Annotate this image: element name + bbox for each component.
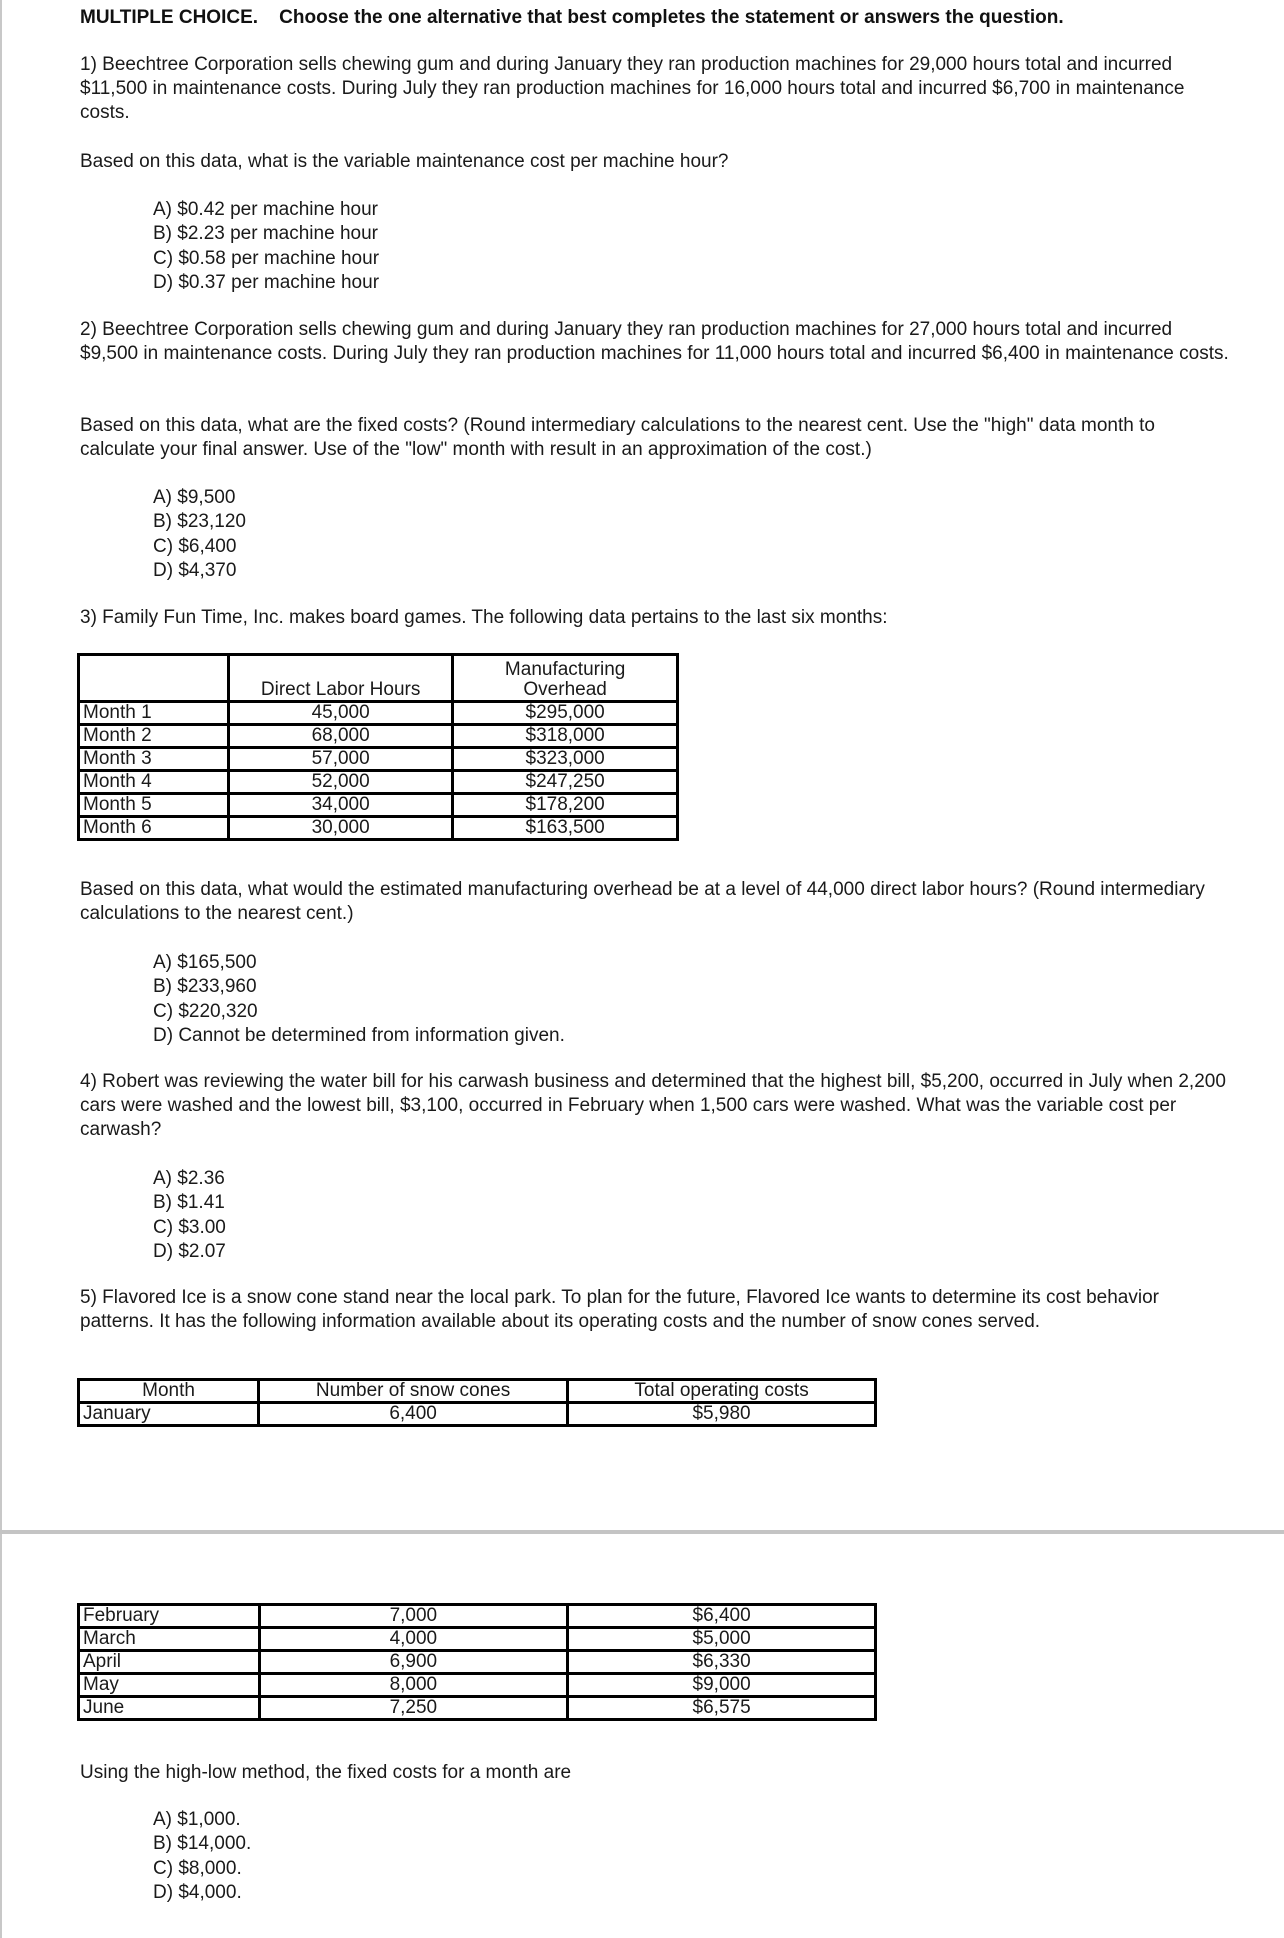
header-blank xyxy=(79,655,229,702)
table-row xyxy=(79,1628,876,1651)
heading-label: MULTIPLE CHOICE. xyxy=(80,7,259,28)
cell-costs: $6,575 xyxy=(568,1697,876,1720)
cell-month: March xyxy=(79,1628,260,1651)
option-c[interactable]: C) $220,320 xyxy=(153,1000,258,1022)
cell-cones: 6,400 xyxy=(259,1403,568,1426)
section-heading xyxy=(80,7,1064,29)
table-row xyxy=(79,817,678,840)
table-row xyxy=(79,1403,876,1426)
cell-cones: 7,000 xyxy=(259,1605,568,1628)
cell-month: Month 1 xyxy=(79,702,229,725)
question-1-options xyxy=(153,198,379,295)
option-c[interactable]: C) $3.00 xyxy=(153,1216,226,1238)
cell-costs: $5,980 xyxy=(568,1403,876,1426)
table-header-row xyxy=(79,655,678,702)
table-row xyxy=(79,771,678,794)
question-5-options xyxy=(153,1808,251,1905)
cell-costs: $6,330 xyxy=(568,1651,876,1674)
option-c[interactable]: C) $0.58 per machine hour xyxy=(153,247,380,269)
cell-cones: 7,250 xyxy=(259,1697,568,1720)
cell-hours: 30,000 xyxy=(229,817,453,840)
question-3-stem: 3) Family Fun Time, Inc. makes board games. The following data pertains to the last six months: xyxy=(80,607,888,628)
option-b[interactable]: B) $23,120 xyxy=(153,511,246,533)
question-2-stem: 2) Beechtree Corporation sells chewing gum and during January they ran production machines for 27,000 hours total and incurred $9,500 in maintenance costs. During July they ran production machines for 11,000 hours total and incurred $6,400 in maintenance costs. xyxy=(80,319,1229,364)
table-row xyxy=(79,1697,876,1720)
cell-hours: 57,000 xyxy=(229,748,453,771)
cell-cones: 4,000 xyxy=(259,1628,568,1651)
option-b[interactable]: B) $14,000. xyxy=(153,1833,252,1855)
cell-month: February xyxy=(79,1605,260,1628)
question-2-options xyxy=(153,486,246,583)
option-b[interactable]: B) $233,960 xyxy=(153,976,257,998)
table-row xyxy=(79,748,678,771)
header-manufacturing-overhead xyxy=(453,655,678,702)
option-d[interactable]: D) Cannot be determined from information given. xyxy=(153,1024,565,1046)
option-c[interactable]: C) $6,400 xyxy=(153,535,237,557)
option-b[interactable]: B) $2.23 per machine hour xyxy=(153,223,378,245)
cell-overhead: $318,000 xyxy=(453,725,678,748)
option-a[interactable]: A) $165,500 xyxy=(153,952,257,973)
header-line-2: Overhead xyxy=(523,679,607,700)
cell-cones: 8,000 xyxy=(259,1674,568,1697)
header-snow-cones: Number of snow cones xyxy=(259,1380,568,1403)
cell-month: Month 5 xyxy=(79,794,229,817)
cell-overhead: $178,200 xyxy=(453,794,678,817)
cell-month: Month 3 xyxy=(79,748,229,771)
option-d[interactable]: D) $2.07 xyxy=(153,1240,226,1262)
option-c[interactable]: C) $8,000. xyxy=(153,1857,242,1879)
table-row xyxy=(79,1605,876,1628)
snow-cone-table-part2 xyxy=(77,1603,877,1721)
header-operating-costs: Total operating costs xyxy=(568,1380,876,1403)
option-a[interactable]: A) $9,500 xyxy=(153,487,236,508)
cell-costs: $9,000 xyxy=(568,1674,876,1697)
cell-month: January xyxy=(79,1403,259,1426)
cell-month: May xyxy=(79,1674,260,1697)
cell-cones: 6,900 xyxy=(259,1651,568,1674)
option-d[interactable]: D) $0.37 per machine hour xyxy=(153,271,380,293)
cell-overhead: $163,500 xyxy=(453,817,678,840)
question-1-stem: 1) Beechtree Corporation sells chewing gum and during January they ran production machines for 29,000 hours total and incurred $11,500 in maintenance costs. During July they ran production machines for 16,000 hours total and incurred $6,700 in maintenance costs. xyxy=(80,54,1185,123)
option-b[interactable]: B) $1.41 xyxy=(153,1192,225,1214)
question-3-prompt: Based on this data, what would the estimated manufacturing overhead be at a level of 44,000 direct labor hours? (Round intermediary calculations to the nearest cent.) xyxy=(80,879,1205,924)
table-row xyxy=(79,1674,876,1697)
cell-hours: 45,000 xyxy=(229,702,453,725)
cell-month: Month 2 xyxy=(79,725,229,748)
question-4-stem: 4) Robert was reviewing the water bill for his carwash business and determined that the highest bill, $5,200, occurred in July when 2,200 cars were washed and the lowest bill, $3,100, occurred in February when 1,500 cars were washed. What was the variable cost per carwash? xyxy=(80,1071,1226,1140)
heading-instruction: Choose the one alternative that best completes the statement or answers the question. xyxy=(279,7,1064,28)
overhead-data-table xyxy=(77,653,679,841)
cell-costs: $6,400 xyxy=(568,1605,876,1628)
header-line-1: Manufacturing xyxy=(504,659,626,680)
option-d[interactable]: D) $4,370 xyxy=(153,559,237,581)
cell-overhead: $323,000 xyxy=(453,748,678,771)
question-5-stem: 5) Flavored Ice is a snow cone stand near the local park. To plan for the future, Flavored Ice wants to determine its cost behavior patterns. It has the following information available about its operating costs and the number of snow cones served. xyxy=(80,1287,1159,1332)
cell-overhead: $295,000 xyxy=(453,702,678,725)
cell-month: Month 4 xyxy=(79,771,229,794)
snow-cone-table-part1 xyxy=(77,1378,877,1427)
cell-hours: 52,000 xyxy=(229,771,453,794)
page-break-divider xyxy=(0,1530,1284,1534)
question-5-prompt: Using the high-low method, the fixed costs for a month are xyxy=(80,1762,572,1783)
table-header-row xyxy=(79,1380,876,1403)
cell-hours: 34,000 xyxy=(229,794,453,817)
question-2-prompt: Based on this data, what are the fixed costs? (Round intermediary calculations to the nearest cent. Use the "high" data month to calculate your final answer. Use of the "low" month with result in an approximation of the cost.) xyxy=(80,415,1155,460)
table-row xyxy=(79,1651,876,1674)
question-1-prompt: Based on this data, what is the variable maintenance cost per machine hour? xyxy=(80,151,729,172)
table-row xyxy=(79,725,678,748)
option-a[interactable]: A) $2.36 xyxy=(153,1168,225,1189)
page-left-edge xyxy=(0,0,2,1938)
header-direct-labor-hours: Direct Labor Hours xyxy=(229,655,453,702)
question-4-options xyxy=(153,1167,226,1264)
question-3-options xyxy=(153,951,565,1048)
cell-overhead: $247,250 xyxy=(453,771,678,794)
cell-costs: $5,000 xyxy=(568,1628,876,1651)
header-month: Month xyxy=(79,1380,259,1403)
option-a[interactable]: A) $1,000. xyxy=(153,1809,241,1830)
cell-month: Month 6 xyxy=(79,817,229,840)
option-d[interactable]: D) $4,000. xyxy=(153,1881,242,1903)
table-row xyxy=(79,702,678,725)
table-row xyxy=(79,794,678,817)
option-a[interactable]: A) $0.42 per machine hour xyxy=(153,199,378,220)
cell-month: June xyxy=(79,1697,260,1720)
cell-hours: 68,000 xyxy=(229,725,453,748)
cell-month: April xyxy=(79,1651,260,1674)
